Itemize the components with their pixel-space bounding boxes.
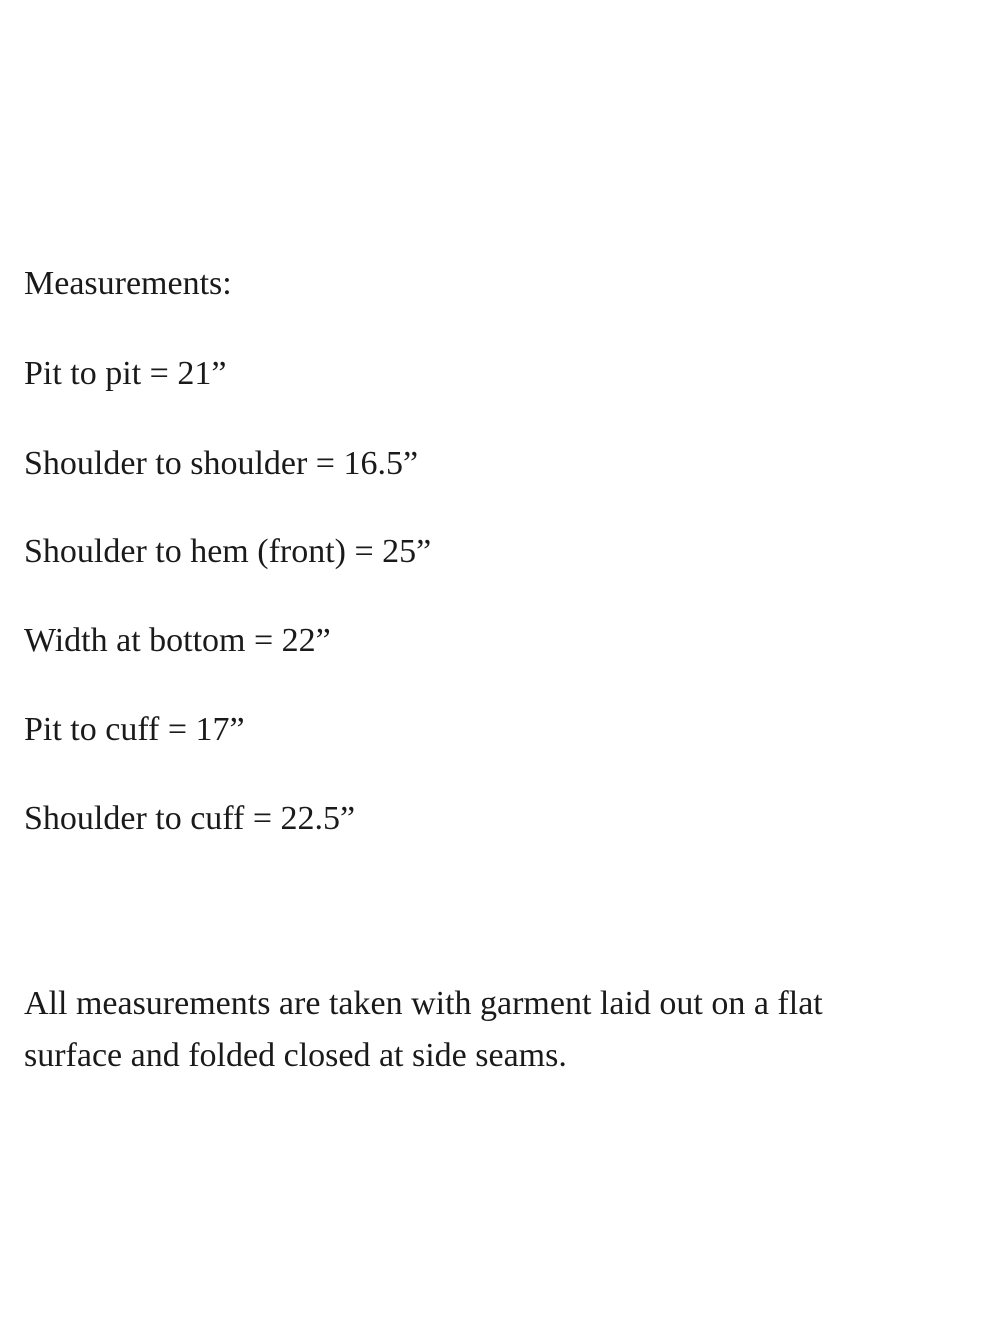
measurement-pit-to-pit: Pit to pit = 21”: [24, 355, 227, 392]
measurements-heading: Measurements:: [24, 265, 232, 302]
measurement-shoulder-to-hem-front: Shoulder to hem (front) = 25”: [24, 533, 432, 570]
measurement-method-note: [24, 978, 974, 1082]
note-line-2: surface and folded closed at side seams.: [24, 1037, 567, 1074]
note-line-1: All measurements are taken with garment laid out on a flat: [24, 985, 823, 1022]
measurement-width-at-bottom: Width at bottom = 22”: [24, 622, 331, 659]
measurement-pit-to-cuff: Pit to cuff = 17”: [24, 711, 245, 748]
measurement-shoulder-to-shoulder: Shoulder to shoulder = 16.5”: [24, 445, 419, 482]
measurement-shoulder-to-cuff: Shoulder to cuff = 22.5”: [24, 800, 356, 837]
